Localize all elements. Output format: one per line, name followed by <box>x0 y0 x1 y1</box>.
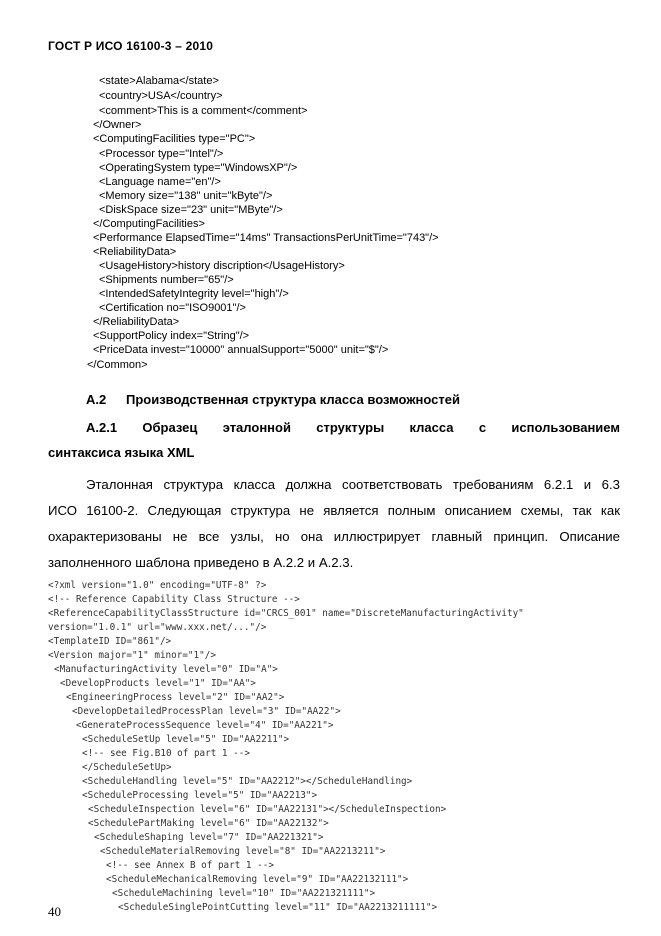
xml-line: <Shipments number="65"/> <box>99 274 234 286</box>
code-line: <TemplateID ID="861"/> <box>48 636 172 647</box>
section-a21-heading-cont: синтаксиса языка XML <box>48 445 195 460</box>
code-line: <ScheduleShaping level="7" ID="AA221321"> <box>94 832 324 843</box>
paragraph-line: Эталонная структура класса должна соответствовать требованиям 6.2.1 и 6.3 <box>86 477 620 492</box>
code-line: </ScheduleSetUp> <box>82 762 172 773</box>
running-header: ГОСТ Р ИСО 16100-3 – 2010 <box>48 39 214 53</box>
code-line: <DevelopDetailedProcessPlan level="3" ID="AA22"> <box>72 706 341 717</box>
xml-line: <state>Alabama</state> <box>99 75 219 87</box>
code-line: <ScheduleHandling level="5" ID="AA2212"></ScheduleHandling> <box>82 776 413 787</box>
xml-line: <UsageHistory>history discription</UsageHistory> <box>99 260 345 272</box>
section-a2-title: Производственная структура класса возможностей <box>126 392 460 407</box>
xml-line: </Common> <box>87 359 148 371</box>
code-line: <ScheduleInspection level="6" ID="AA22131"></ScheduleInspection> <box>88 804 447 815</box>
code-line: <Version major="1" minor="1"/> <box>48 650 216 661</box>
xml-line: <Processor type="Intel"/> <box>99 148 224 160</box>
code-line: <SchedulePartMaking level="6" ID="AA22132"> <box>88 818 329 829</box>
code-line: <ScheduleMechanicalRemoving level="9" ID="AA22132111"> <box>106 874 409 885</box>
xml-line: <SupportPolicy index="String"/> <box>93 330 250 342</box>
xml-line: <IntendedSafetyIntegrity level="high"/> <box>99 288 289 300</box>
section-a21-number: A.2.1 <box>86 420 118 435</box>
xml-line: <Certification no="ISO9001"/> <box>99 302 246 314</box>
paragraph-line: ИСО 16100-2. Следующая структура не является полным описанием схемы, так как <box>48 503 620 518</box>
xml-line: <comment>This is a comment</comment> <box>99 105 308 117</box>
code-line: <!-- see Fig.B10 of part 1 --> <box>82 748 250 759</box>
code-line: <EngineeringProcess level="2" ID="AA2"> <box>66 692 285 703</box>
xml-line: <ComputingFacilities type="PC"> <box>93 133 256 145</box>
xml-line: <country>USA</country> <box>99 90 223 102</box>
xml-line: </Owner> <box>93 119 142 131</box>
code-line: <ScheduleSinglePointCutting level="11" ID="AA2213211111"> <box>118 902 438 913</box>
code-line: <?xml version="1.0" encoding="UTF-8" ?> <box>48 580 267 591</box>
code-line: <ScheduleProcessing level="5" ID="AA2213"> <box>82 790 318 801</box>
xml-line: <OperatingSystem type="WindowsXP"/> <box>99 162 298 174</box>
xml-line: <Memory size="138" unit="kByte"/> <box>99 190 273 202</box>
xml-line: <DiskSpace size="23" unit="MByte"/> <box>99 204 283 216</box>
heading-word: класса <box>409 420 454 435</box>
code-line: version="1.0.1" url="www.xxx.net/..."/> <box>48 622 267 633</box>
xml-line: <Language name="en"/> <box>99 176 221 188</box>
code-line: <ManufacturingActivity level="0" ID="A"> <box>54 664 278 675</box>
xml-line: </ComputingFacilities> <box>93 218 205 230</box>
code-line: <ScheduleMaterialRemoving level="8" ID="AA2213211"> <box>100 846 386 857</box>
heading-word: использованием <box>511 420 620 435</box>
section-a2-number: A.2 <box>86 392 107 407</box>
paragraph-line: охарактеризованы не все узлы, но она иллюстрирует главный принцип. Описание <box>48 529 620 544</box>
code-line: <ReferenceCapabilityClassStructure id="CRCS_001" name="DiscreteManufacturingActivity" <box>48 608 524 619</box>
xml-line: <ReliabilityData> <box>93 246 177 258</box>
code-line: <!-- Reference Capability Class Structure --> <box>48 594 300 605</box>
xml-line: <Performance ElapsedTime="14ms" TransactionsPerUnitTime="743"/> <box>93 232 439 244</box>
code-line: <ScheduleSetUp level="5" ID="AA2211"> <box>82 734 290 745</box>
heading-word: с <box>478 420 487 435</box>
xml-line: </ReliabilityData> <box>93 316 180 328</box>
code-line: <GenerateProcessSequence level="4" ID="AA221"> <box>76 720 334 731</box>
code-line: <DevelopProducts level="1" ID="AA"> <box>60 678 256 689</box>
section-a21-heading <box>86 420 620 435</box>
heading-word: структуры <box>316 420 385 435</box>
code-line: <!-- see Annex B of part 1 --> <box>106 860 274 871</box>
paragraph-line: заполненного шаблона приведено в A.2.2 и A.2.3. <box>48 555 354 570</box>
heading-word: эталонной <box>222 420 291 435</box>
code-line: <ScheduleMachining level="10" ID="AA221321111"> <box>112 888 376 899</box>
xml-line: <PriceData invest="10000" annualSupport="5000" unit="$"/> <box>93 344 389 356</box>
heading-word: Образец <box>142 420 198 435</box>
page-number: 40 <box>48 904 61 919</box>
